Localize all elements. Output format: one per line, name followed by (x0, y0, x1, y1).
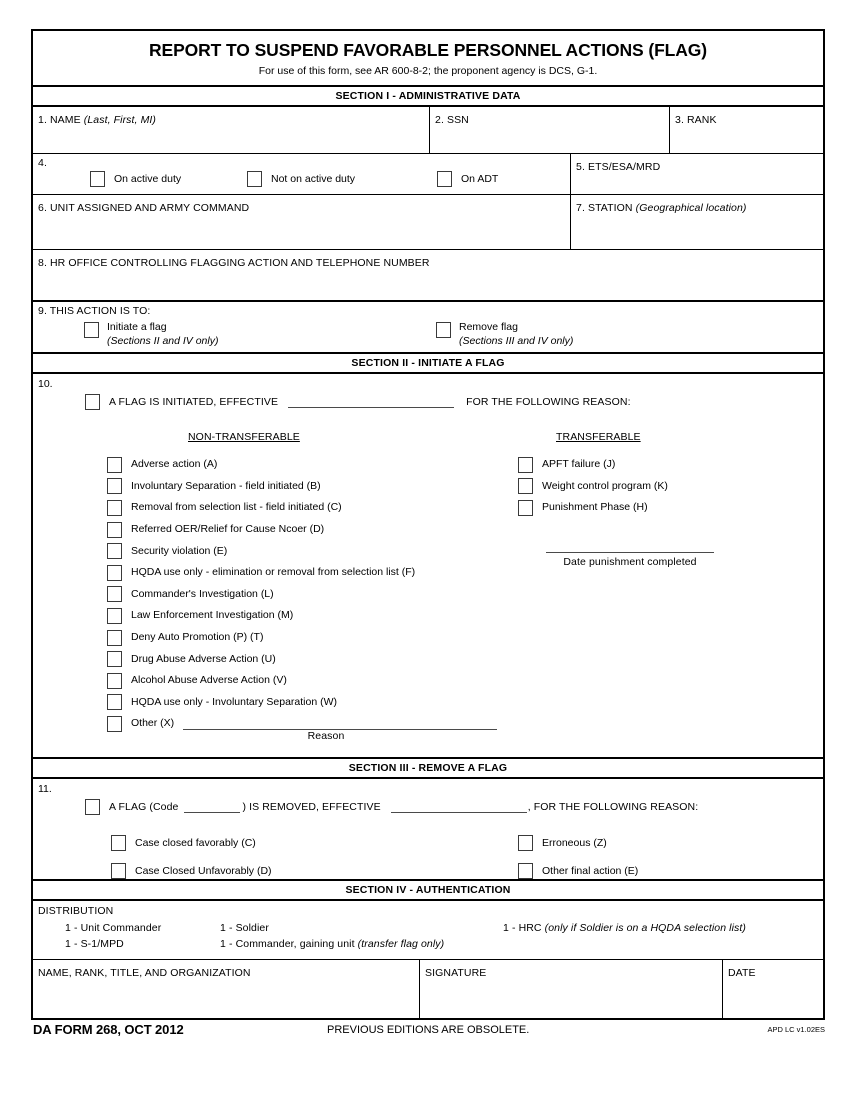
section-2-header: SECTION II - INITIATE A FLAG (33, 352, 823, 372)
removed-effective-date-input[interactable] (391, 801, 527, 813)
checkbox-initiate-a-flag[interactable] (84, 321, 436, 348)
field-auth-date-label: DATE (728, 967, 756, 979)
field-name[interactable] (33, 107, 430, 153)
list-item-label: Removal from selection list - field initiated (C) (131, 501, 342, 514)
list-item[interactable] (107, 605, 497, 627)
distribution-item: 1 - S-1/MPD (65, 938, 124, 950)
list-item-label: Drug Abuse Adverse Action (U) (131, 652, 276, 665)
removed-reason-label: , FOR THE FOLLOWING REASON: (527, 800, 699, 813)
field-station-label: 7. STATION (576, 202, 633, 214)
section-4-header: SECTION IV - AUTHENTICATION (33, 879, 823, 899)
distribution-label: DISTRIBUTION (38, 905, 114, 917)
list-item[interactable] (518, 829, 638, 857)
date-punishment-input[interactable] (546, 551, 714, 553)
distribution-row (33, 899, 823, 959)
section-2-body (33, 374, 823, 757)
checkbox-label: Not on active duty (271, 172, 356, 185)
authentication-row (33, 959, 823, 1018)
field-ets-esa-mrd[interactable] (571, 154, 823, 194)
flag-initiated-line (85, 394, 631, 410)
distribution-item: 1 - HRC (503, 922, 545, 934)
list-item[interactable] (107, 476, 497, 498)
field-station[interactable] (571, 195, 823, 249)
row-name-ssn-rank (33, 105, 823, 153)
checkbox-note: (Sections III and IV only) (459, 334, 574, 347)
other-reason-caption: Reason (307, 730, 345, 742)
previous-editions-note: PREVIOUS EDITIONS ARE OBSOLETE. (327, 1024, 530, 1036)
list-item-label: Law Enforcement Investigation (M) (131, 609, 294, 622)
list-item-label: Alcohol Abuse Adverse Action (V) (131, 674, 287, 687)
section-2-body-row (33, 372, 823, 757)
checkbox-box-icon[interactable] (107, 673, 122, 689)
list-item-label: Referred OER/Relief for Cause Ncoer (D) (131, 523, 325, 536)
checkbox-box-icon[interactable] (518, 863, 533, 879)
transferable-header: TRANSFERABLE (556, 431, 641, 443)
checkbox-note: (Sections II and IV only) (107, 334, 219, 347)
distribution-line (65, 922, 746, 938)
checkbox-box-icon[interactable] (111, 863, 126, 879)
list-item[interactable] (107, 648, 497, 670)
checkbox-box-icon[interactable] (107, 500, 122, 516)
list-item[interactable] (107, 519, 497, 541)
list-item[interactable] (107, 540, 497, 562)
row-unit-station (33, 194, 823, 249)
section-2-number: 10. (38, 378, 53, 390)
checkbox-box-icon[interactable] (107, 457, 122, 473)
list-item[interactable] (107, 497, 497, 519)
list-item-label: Other (X) (131, 717, 175, 730)
checkbox-box-icon[interactable] (107, 586, 122, 602)
form-footer (33, 1022, 825, 1042)
list-item-label: HQDA use only - elimination or removal from selection list (F) (131, 566, 416, 579)
checkbox-box-icon[interactable] (247, 171, 262, 187)
list-item-label: Weight control program (K) (542, 479, 668, 492)
distribution-item: 1 - Commander, gaining unit (220, 938, 358, 950)
section-3-body (33, 779, 823, 879)
checkbox-box-icon[interactable] (107, 478, 122, 494)
date-punishment-block (546, 535, 714, 569)
checkbox-box-icon[interactable] (84, 322, 99, 338)
checkbox-flag-removed[interactable] (85, 799, 100, 815)
list-item[interactable] (518, 497, 668, 519)
field-this-action (33, 302, 823, 352)
form-title-block (33, 31, 823, 85)
field-auth-name-label: NAME, RANK, TITLE, AND ORGANIZATION (38, 967, 251, 979)
checkbox-box-icon[interactable] (518, 478, 533, 494)
field-rank-label: 3. RANK (675, 114, 717, 126)
page-title: REPORT TO SUSPEND FAVORABLE PERSONNEL ACTIONS (FLAG) (148, 40, 708, 60)
field-auth-date[interactable] (723, 960, 823, 1018)
list-item[interactable] (107, 562, 497, 584)
checkbox-box-icon[interactable] (518, 835, 533, 851)
flag-code-label: A FLAG (Code (109, 800, 179, 813)
list-item[interactable] (111, 829, 272, 857)
form-subtitle: For use of this form, see AR 600-8-2; the proponent agency is DCS, G-1. (258, 65, 598, 77)
field-name-hint: (Last, First, MI) (83, 114, 157, 126)
field-unit-label: 6. UNIT ASSIGNED AND ARMY COMMAND (38, 202, 250, 214)
flag-removed-line (85, 799, 698, 815)
list-item[interactable] (107, 454, 497, 476)
checkbox-box-icon[interactable] (107, 694, 122, 710)
effective-date-input[interactable] (288, 396, 454, 408)
remove-reasons-right (518, 829, 638, 885)
checkbox-on-adt[interactable] (437, 171, 498, 187)
checkbox-label: Initiate a flag (107, 321, 167, 333)
list-item-label: Punishment Phase (H) (542, 501, 648, 514)
list-item-label: APFT failure (J) (542, 458, 616, 471)
transferable-list (518, 454, 668, 519)
checkbox-box-icon[interactable] (437, 171, 452, 187)
field-auth-signature[interactable] (420, 960, 723, 1018)
checkbox-box-icon[interactable] (518, 457, 533, 473)
distribution-item: 1 - Unit Commander (65, 922, 162, 934)
checkbox-box-icon[interactable] (436, 322, 451, 338)
apd-version: APD LC v1.02ES (767, 1025, 825, 1034)
checkbox-box-icon[interactable] (107, 651, 122, 667)
list-item[interactable] (518, 476, 668, 498)
checkbox-box-icon[interactable] (518, 500, 533, 516)
list-item-label: Adverse action (A) (131, 458, 218, 471)
checkbox-box-icon[interactable] (107, 522, 122, 538)
flag-code-input[interactable] (184, 801, 240, 813)
non-transferable-header: NON-TRANSFERABLE (188, 431, 300, 443)
field-duty-status-number: 4. (38, 157, 47, 169)
checkbox-label: Remove flag (459, 321, 518, 333)
list-item-label: HQDA use only - Involuntary Separation (W) (131, 695, 338, 708)
row-hr-office (33, 249, 823, 300)
da-form-268 (31, 29, 825, 1020)
section-3-number: 11. (38, 783, 52, 795)
checkbox-on-active-duty[interactable] (90, 171, 247, 187)
distribution-item-note: (transfer flag only) (357, 938, 445, 950)
flag-removed-label: ) IS REMOVED, EFFECTIVE (242, 800, 381, 813)
field-this-action-label: 9. THIS ACTION IS TO: (38, 305, 151, 317)
checkbox-box-icon[interactable] (107, 608, 122, 624)
list-item[interactable] (107, 692, 497, 714)
checkbox-remove-flag[interactable] (436, 321, 573, 348)
following-reason-label: FOR THE FOLLOWING REASON: (466, 395, 631, 408)
date-punishment-caption: Date punishment completed (563, 556, 697, 568)
list-item-label: Security violation (E) (131, 544, 228, 557)
form-id: DA FORM 268, OCT 2012 (33, 1022, 184, 1037)
list-item[interactable] (518, 454, 668, 476)
non-transferable-list (107, 454, 497, 735)
list-item-label: Other final action (E) (542, 864, 639, 877)
field-hr-office-label: 8. HR OFFICE CONTROLLING FLAGGING ACTION AND TELEPHONE NUMBER (38, 257, 430, 269)
distribution-item: 1 - Soldier (220, 922, 269, 934)
checkbox-label: On active duty (114, 172, 182, 185)
checkbox-box-icon[interactable] (107, 543, 122, 559)
distribution-item-note: (only if Soldier is on a HQDA selection list) (544, 922, 746, 934)
field-unit-assigned[interactable] (33, 195, 571, 249)
list-item[interactable] (107, 627, 497, 649)
field-auth-name[interactable] (33, 960, 420, 1018)
list-item[interactable] (107, 584, 497, 606)
list-item-label: Case Closed Unfavorably (D) (135, 864, 272, 877)
list-item-label: Erroneous (Z) (542, 836, 607, 849)
section-3-body-row (33, 777, 823, 879)
checkbox-box-icon[interactable] (90, 171, 105, 187)
field-hr-office[interactable] (33, 250, 823, 300)
row-duty-status-ets (33, 153, 823, 194)
field-ssn-label: 2. SSN (435, 114, 469, 126)
field-ssn[interactable] (430, 107, 670, 153)
list-item[interactable] (518, 857, 638, 885)
flag-initiated-label: A FLAG IS INITIATED, EFFECTIVE (109, 395, 279, 408)
distribution-block (33, 901, 823, 959)
row-this-action-is-to (33, 300, 823, 352)
checkbox-box-icon[interactable] (107, 630, 122, 646)
list-item[interactable] (111, 857, 272, 885)
field-name-label: 1. NAME (38, 114, 81, 126)
checkbox-label: On ADT (461, 172, 499, 185)
checkbox-flag-initiated[interactable] (85, 394, 100, 410)
section-3-header: SECTION III - REMOVE A FLAG (33, 757, 823, 777)
list-item-label: Case closed favorably (C) (135, 836, 256, 849)
list-item-label: Commander's Investigation (L) (131, 587, 274, 600)
field-station-hint: (Geographical location) (635, 202, 747, 214)
distribution-line (65, 938, 746, 954)
list-item-label: Involuntary Separation - field initiated (B) (131, 479, 321, 492)
checkbox-box-icon[interactable] (111, 835, 126, 851)
field-rank[interactable] (670, 107, 823, 153)
list-item-label: Deny Auto Promotion (P) (T) (131, 631, 264, 644)
list-item[interactable] (107, 670, 497, 692)
section-1-header: SECTION I - ADMINISTRATIVE DATA (33, 85, 823, 105)
field-auth-signature-label: SIGNATURE (425, 967, 487, 979)
checkbox-box-icon[interactable] (107, 565, 122, 581)
field-ets-label: 5. ETS/ESA/MRD (576, 161, 661, 173)
checkbox-not-on-active-duty[interactable] (247, 171, 437, 187)
field-duty-status (33, 154, 571, 194)
remove-reasons-left (111, 829, 272, 885)
